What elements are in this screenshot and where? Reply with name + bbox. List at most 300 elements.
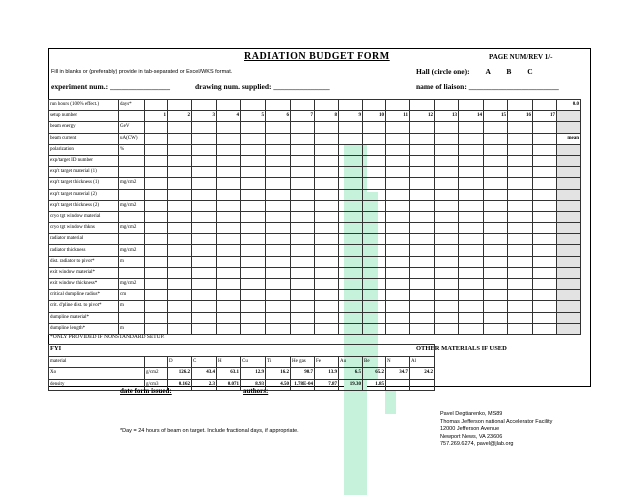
grid-cell[interactable]: [410, 178, 435, 189]
grid-cell[interactable]: [459, 122, 484, 133]
grid-cell[interactable]: [266, 133, 291, 144]
grid-cell[interactable]: [484, 122, 508, 133]
grid-cell[interactable]: [484, 155, 508, 166]
grid-cell[interactable]: [459, 223, 484, 234]
grid-cell[interactable]: [484, 301, 508, 312]
grid-cell[interactable]: [533, 178, 557, 189]
grid-cell[interactable]: [484, 200, 508, 211]
grid-cell[interactable]: [291, 290, 315, 301]
grid-cell[interactable]: [435, 155, 459, 166]
grid-cell[interactable]: [315, 200, 339, 211]
grid-cell[interactable]: [241, 122, 266, 133]
grid-cell[interactable]: [363, 144, 386, 155]
hall-option-c[interactable]: C: [527, 67, 533, 76]
grid-cell[interactable]: [339, 200, 363, 211]
grid-cell[interactable]: [266, 234, 291, 245]
grid-cell[interactable]: [315, 256, 339, 267]
grid-cell[interactable]: [435, 312, 459, 323]
grid-cell[interactable]: [410, 245, 435, 256]
grid-cell[interactable]: [168, 279, 192, 290]
grid-cell[interactable]: [266, 279, 291, 290]
grid-cell[interactable]: [484, 256, 508, 267]
grid-cell[interactable]: [339, 189, 363, 200]
grid-cell[interactable]: [168, 167, 192, 178]
grid-cell[interactable]: [557, 211, 581, 222]
grid-cell[interactable]: [192, 178, 217, 189]
grid-cell[interactable]: [145, 279, 168, 290]
grid-cell[interactable]: [363, 100, 386, 111]
grid-cell[interactable]: [291, 301, 315, 312]
grid-cell[interactable]: [192, 290, 217, 301]
grid-cell[interactable]: [192, 144, 217, 155]
grid-cell[interactable]: [557, 178, 581, 189]
grid-cell[interactable]: [557, 245, 581, 256]
grid-cell[interactable]: [386, 323, 410, 334]
grid-cell[interactable]: [459, 167, 484, 178]
grid-cell[interactable]: [459, 211, 484, 222]
grid-cell[interactable]: [168, 267, 192, 278]
grid-cell[interactable]: [241, 223, 266, 234]
grid-cell[interactable]: [363, 279, 386, 290]
grid-cell[interactable]: [363, 200, 386, 211]
hall-option-a[interactable]: A: [485, 67, 491, 76]
grid-cell[interactable]: [484, 133, 508, 144]
grid-cell[interactable]: [145, 312, 168, 323]
grid-cell[interactable]: [484, 323, 508, 334]
grid-cell[interactable]: [386, 223, 410, 234]
grid-cell[interactable]: [241, 100, 266, 111]
grid-cell[interactable]: [533, 122, 557, 133]
grid-cell[interactable]: [339, 100, 363, 111]
grid-cell[interactable]: [217, 189, 241, 200]
grid-cell[interactable]: [435, 200, 459, 211]
grid-cell[interactable]: [363, 133, 386, 144]
grid-cell[interactable]: [168, 200, 192, 211]
grid-cell[interactable]: [339, 211, 363, 222]
grid-cell[interactable]: [459, 155, 484, 166]
grid-cell[interactable]: [145, 178, 168, 189]
grid-cell[interactable]: [145, 144, 168, 155]
grid-cell[interactable]: [241, 189, 266, 200]
grid-cell[interactable]: [217, 178, 241, 189]
grid-cell[interactable]: [533, 167, 557, 178]
grid-cell[interactable]: [168, 256, 192, 267]
grid-cell[interactable]: [217, 167, 241, 178]
grid-cell[interactable]: [266, 167, 291, 178]
grid-cell[interactable]: [339, 178, 363, 189]
grid-cell[interactable]: [145, 223, 168, 234]
grid-cell[interactable]: [217, 323, 241, 334]
grid-cell[interactable]: [145, 155, 168, 166]
grid-cell[interactable]: [508, 211, 533, 222]
grid-cell[interactable]: [168, 133, 192, 144]
grid-cell[interactable]: [435, 144, 459, 155]
grid-cell[interactable]: [459, 267, 484, 278]
grid-cell[interactable]: [315, 301, 339, 312]
grid-cell[interactable]: [459, 178, 484, 189]
grid-cell[interactable]: [291, 122, 315, 133]
grid-cell[interactable]: [459, 133, 484, 144]
grid-cell[interactable]: [410, 122, 435, 133]
grid-cell[interactable]: [266, 100, 291, 111]
grid-cell[interactable]: [363, 167, 386, 178]
grid-cell[interactable]: [339, 144, 363, 155]
grid-cell[interactable]: [192, 245, 217, 256]
grid-cell[interactable]: [145, 290, 168, 301]
grid-cell[interactable]: [315, 312, 339, 323]
grid-cell[interactable]: [339, 279, 363, 290]
grid-cell[interactable]: [363, 155, 386, 166]
grid-cell[interactable]: [435, 256, 459, 267]
grid-cell[interactable]: [241, 279, 266, 290]
grid-cell[interactable]: [168, 211, 192, 222]
grid-cell[interactable]: [459, 189, 484, 200]
grid-cell[interactable]: [168, 234, 192, 245]
grid-cell[interactable]: [241, 323, 266, 334]
grid-cell[interactable]: [557, 200, 581, 211]
grid-cell[interactable]: [386, 133, 410, 144]
grid-cell[interactable]: [410, 223, 435, 234]
grid-cell[interactable]: [291, 323, 315, 334]
grid-cell[interactable]: [557, 155, 581, 166]
grid-cell[interactable]: [217, 144, 241, 155]
grid-cell[interactable]: [363, 223, 386, 234]
grid-cell[interactable]: [435, 301, 459, 312]
grid-cell[interactable]: [291, 100, 315, 111]
grid-cell[interactable]: [386, 200, 410, 211]
grid-cell[interactable]: [508, 256, 533, 267]
grid-cell[interactable]: [435, 234, 459, 245]
grid-cell[interactable]: [217, 223, 241, 234]
grid-cell[interactable]: [363, 234, 386, 245]
grid-cell[interactable]: [241, 178, 266, 189]
grid-cell[interactable]: [291, 144, 315, 155]
grid-cell[interactable]: [557, 312, 581, 323]
grid-cell[interactable]: [459, 100, 484, 111]
grid-cell[interactable]: [410, 256, 435, 267]
grid-cell[interactable]: [266, 144, 291, 155]
grid-cell[interactable]: [315, 189, 339, 200]
grid-cell[interactable]: [363, 290, 386, 301]
grid-cell[interactable]: [435, 279, 459, 290]
grid-cell[interactable]: [533, 301, 557, 312]
grid-cell[interactable]: [459, 144, 484, 155]
grid-cell[interactable]: [192, 312, 217, 323]
grid-cell[interactable]: [315, 234, 339, 245]
grid-cell[interactable]: [363, 122, 386, 133]
grid-cell[interactable]: [217, 133, 241, 144]
grid-cell[interactable]: [241, 144, 266, 155]
grid-cell[interactable]: [508, 323, 533, 334]
grid-cell[interactable]: [339, 267, 363, 278]
grid-cell[interactable]: [192, 133, 217, 144]
grid-cell[interactable]: [168, 189, 192, 200]
grid-cell[interactable]: [459, 245, 484, 256]
grid-cell[interactable]: [168, 301, 192, 312]
grid-cell[interactable]: [241, 167, 266, 178]
grid-cell[interactable]: [557, 290, 581, 301]
grid-cell[interactable]: [192, 167, 217, 178]
grid-cell[interactable]: [217, 122, 241, 133]
grid-cell[interactable]: [508, 122, 533, 133]
grid-cell[interactable]: [484, 234, 508, 245]
grid-cell[interactable]: [291, 312, 315, 323]
grid-cell[interactable]: [410, 323, 435, 334]
grid-cell[interactable]: [363, 301, 386, 312]
grid-cell[interactable]: [168, 312, 192, 323]
grid-cell[interactable]: [533, 155, 557, 166]
grid-cell[interactable]: [435, 100, 459, 111]
grid-cell[interactable]: [217, 200, 241, 211]
grid-cell[interactable]: [410, 100, 435, 111]
grid-cell[interactable]: [291, 200, 315, 211]
grid-cell[interactable]: [435, 323, 459, 334]
grid-cell[interactable]: [410, 301, 435, 312]
grid-cell[interactable]: [410, 211, 435, 222]
grid-cell[interactable]: [241, 245, 266, 256]
grid-cell[interactable]: [459, 323, 484, 334]
grid-cell[interactable]: [291, 133, 315, 144]
grid-cell[interactable]: [557, 323, 581, 334]
grid-cell[interactable]: [386, 245, 410, 256]
grid-cell[interactable]: [315, 290, 339, 301]
grid-cell[interactable]: [266, 122, 291, 133]
grid-cell[interactable]: [145, 100, 168, 111]
grid-cell[interactable]: [459, 256, 484, 267]
grid-cell[interactable]: [291, 178, 315, 189]
grid-cell[interactable]: [217, 290, 241, 301]
grid-cell[interactable]: [484, 290, 508, 301]
grid-cell[interactable]: [435, 290, 459, 301]
grid-cell[interactable]: [533, 279, 557, 290]
grid-cell[interactable]: [410, 290, 435, 301]
grid-cell[interactable]: [459, 290, 484, 301]
grid-cell[interactable]: [241, 155, 266, 166]
grid-cell[interactable]: [291, 211, 315, 222]
grid-cell[interactable]: [266, 256, 291, 267]
grid-cell[interactable]: [386, 312, 410, 323]
grid-cell[interactable]: [315, 167, 339, 178]
drawing-num-field[interactable]: drawing num. supplied: _______________: [195, 82, 330, 91]
grid-cell[interactable]: [192, 155, 217, 166]
grid-cell[interactable]: [484, 223, 508, 234]
grid-cell[interactable]: [459, 200, 484, 211]
grid-cell[interactable]: [410, 234, 435, 245]
grid-cell[interactable]: [386, 144, 410, 155]
grid-cell[interactable]: [315, 323, 339, 334]
grid-cell[interactable]: [435, 245, 459, 256]
grid-cell[interactable]: [410, 267, 435, 278]
grid-cell[interactable]: [484, 245, 508, 256]
grid-cell[interactable]: [217, 211, 241, 222]
grid-cell[interactable]: [266, 211, 291, 222]
grid-cell[interactable]: [291, 256, 315, 267]
grid-cell[interactable]: [291, 167, 315, 178]
grid-cell[interactable]: [315, 144, 339, 155]
grid-cell[interactable]: [192, 301, 217, 312]
grid-cell[interactable]: [266, 323, 291, 334]
grid-cell[interactable]: [145, 189, 168, 200]
grid-cell[interactable]: [266, 301, 291, 312]
grid-cell[interactable]: [386, 178, 410, 189]
grid-cell[interactable]: [459, 301, 484, 312]
grid-cell[interactable]: [533, 323, 557, 334]
grid-cell[interactable]: [508, 290, 533, 301]
grid-cell[interactable]: [339, 290, 363, 301]
grid-cell[interactable]: [484, 189, 508, 200]
grid-cell[interactable]: [410, 279, 435, 290]
grid-cell[interactable]: [339, 323, 363, 334]
grid-cell[interactable]: [533, 234, 557, 245]
grid-cell[interactable]: [410, 200, 435, 211]
grid-cell[interactable]: [192, 279, 217, 290]
grid-cell[interactable]: [315, 245, 339, 256]
grid-cell[interactable]: [484, 279, 508, 290]
grid-cell[interactable]: [484, 178, 508, 189]
grid-cell[interactable]: [291, 234, 315, 245]
grid-cell[interactable]: [533, 100, 557, 111]
grid-cell[interactable]: [484, 167, 508, 178]
grid-cell[interactable]: [557, 167, 581, 178]
grid-cell[interactable]: [508, 155, 533, 166]
grid-cell[interactable]: [168, 122, 192, 133]
hall-option-b[interactable]: B: [506, 67, 512, 76]
grid-cell[interactable]: [386, 211, 410, 222]
grid-cell[interactable]: [266, 245, 291, 256]
grid-cell[interactable]: [435, 267, 459, 278]
grid-cell[interactable]: [508, 223, 533, 234]
grid-cell[interactable]: [533, 144, 557, 155]
grid-cell[interactable]: [339, 256, 363, 267]
grid-cell[interactable]: [241, 211, 266, 222]
grid-cell[interactable]: [266, 155, 291, 166]
grid-cell[interactable]: [533, 245, 557, 256]
grid-cell[interactable]: [459, 234, 484, 245]
grid-cell[interactable]: [508, 234, 533, 245]
grid-cell[interactable]: [145, 245, 168, 256]
grid-cell[interactable]: [435, 178, 459, 189]
grid-cell[interactable]: [192, 100, 217, 111]
grid-cell[interactable]: [168, 155, 192, 166]
grid-cell[interactable]: [484, 100, 508, 111]
grid-cell[interactable]: [145, 267, 168, 278]
grid-cell[interactable]: [435, 211, 459, 222]
grid-cell[interactable]: [266, 189, 291, 200]
grid-cell[interactable]: [533, 267, 557, 278]
grid-cell[interactable]: [508, 245, 533, 256]
grid-cell[interactable]: [192, 200, 217, 211]
grid-cell[interactable]: [508, 144, 533, 155]
grid-cell[interactable]: [508, 267, 533, 278]
grid-cell[interactable]: [315, 100, 339, 111]
grid-cell[interactable]: [217, 155, 241, 166]
grid-cell[interactable]: [168, 323, 192, 334]
grid-cell[interactable]: [533, 189, 557, 200]
grid-cell[interactable]: [241, 234, 266, 245]
grid-cell[interactable]: [241, 267, 266, 278]
grid-cell[interactable]: [386, 256, 410, 267]
grid-cell[interactable]: [508, 312, 533, 323]
grid-cell[interactable]: [533, 256, 557, 267]
grid-cell[interactable]: [291, 223, 315, 234]
grid-cell[interactable]: [266, 267, 291, 278]
grid-cell[interactable]: [557, 267, 581, 278]
grid-cell[interactable]: [533, 200, 557, 211]
grid-cell[interactable]: [145, 211, 168, 222]
grid-cell[interactable]: [363, 256, 386, 267]
grid-cell[interactable]: [291, 189, 315, 200]
grid-cell[interactable]: [557, 256, 581, 267]
grid-cell[interactable]: [315, 178, 339, 189]
grid-cell[interactable]: [508, 301, 533, 312]
grid-cell[interactable]: [192, 234, 217, 245]
grid-cell[interactable]: [363, 189, 386, 200]
grid-cell[interactable]: [363, 178, 386, 189]
grid-cell[interactable]: [484, 267, 508, 278]
grid-cell[interactable]: [386, 100, 410, 111]
grid-cell[interactable]: [410, 312, 435, 323]
grid-cell[interactable]: [192, 256, 217, 267]
grid-cell[interactable]: [557, 144, 581, 155]
grid-cell[interactable]: [386, 122, 410, 133]
liaison-name-field[interactable]: name of liaison: ________________________: [416, 82, 559, 91]
grid-cell[interactable]: [168, 245, 192, 256]
grid-cell[interactable]: [217, 234, 241, 245]
grid-cell[interactable]: [241, 290, 266, 301]
grid-cell[interactable]: [192, 122, 217, 133]
grid-cell[interactable]: [508, 167, 533, 178]
grid-cell[interactable]: [145, 133, 168, 144]
grid-cell[interactable]: [363, 245, 386, 256]
grid-cell[interactable]: [435, 223, 459, 234]
grid-cell[interactable]: [435, 133, 459, 144]
grid-cell[interactable]: [217, 245, 241, 256]
grid-cell[interactable]: [339, 167, 363, 178]
grid-cell[interactable]: [508, 178, 533, 189]
grid-cell[interactable]: [363, 312, 386, 323]
grid-cell[interactable]: [533, 211, 557, 222]
grid-cell[interactable]: [241, 312, 266, 323]
grid-cell[interactable]: [168, 290, 192, 301]
grid-cell[interactable]: [315, 223, 339, 234]
grid-cell[interactable]: [241, 301, 266, 312]
grid-cell[interactable]: [145, 301, 168, 312]
grid-cell[interactable]: [266, 178, 291, 189]
grid-cell[interactable]: [241, 256, 266, 267]
grid-cell[interactable]: [386, 234, 410, 245]
grid-cell[interactable]: [386, 189, 410, 200]
experiment-num-field[interactable]: experiment num.: ________________: [51, 82, 170, 91]
grid-cell[interactable]: [484, 312, 508, 323]
grid-cell[interactable]: [168, 100, 192, 111]
grid-cell[interactable]: [435, 122, 459, 133]
grid-cell[interactable]: [266, 290, 291, 301]
grid-cell[interactable]: [145, 256, 168, 267]
grid-cell[interactable]: [557, 189, 581, 200]
grid-cell[interactable]: [386, 279, 410, 290]
grid-cell[interactable]: [339, 312, 363, 323]
grid-cell[interactable]: [533, 290, 557, 301]
grid-cell[interactable]: [339, 301, 363, 312]
grid-cell[interactable]: [192, 323, 217, 334]
grid-cell[interactable]: [484, 144, 508, 155]
grid-cell[interactable]: [363, 267, 386, 278]
grid-cell[interactable]: [192, 211, 217, 222]
grid-cell[interactable]: [386, 155, 410, 166]
grid-cell[interactable]: [266, 200, 291, 211]
grid-cell[interactable]: [241, 200, 266, 211]
grid-cell[interactable]: [508, 189, 533, 200]
